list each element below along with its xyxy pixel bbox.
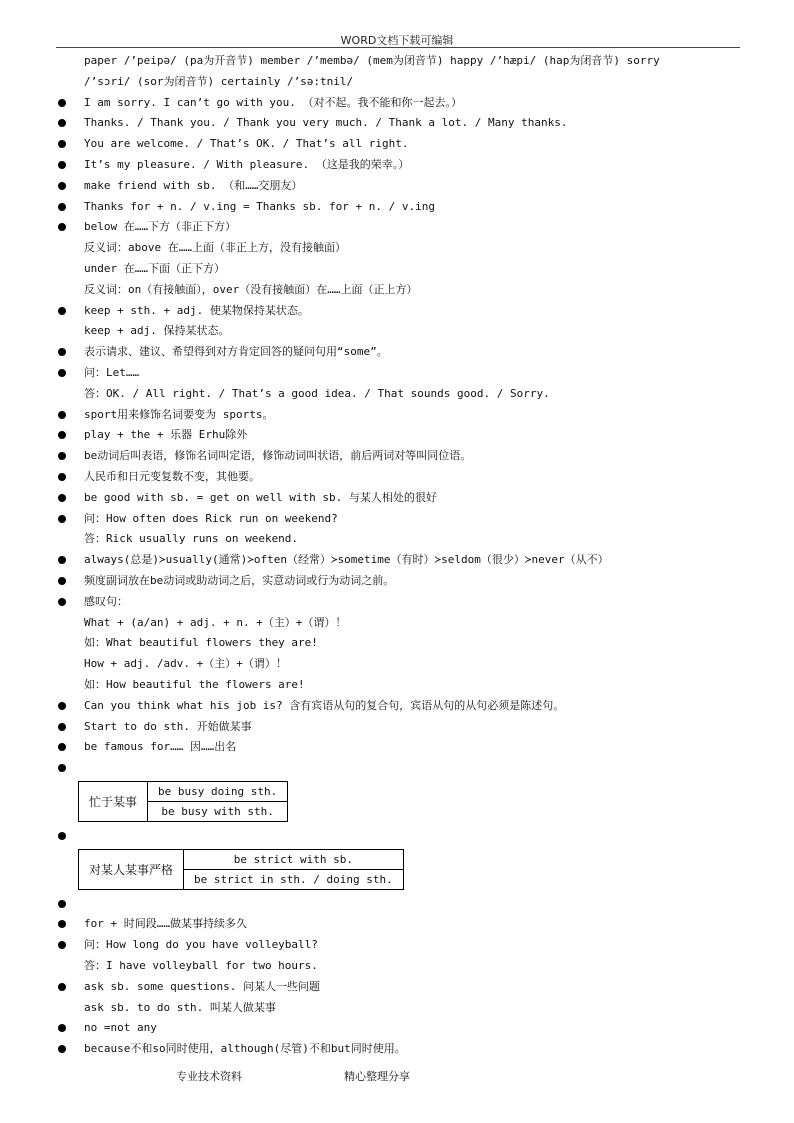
table-strict-label: 对某人某事严格 (79, 849, 184, 889)
bullet-item: for + 时间段……做某事持续多久 (56, 914, 756, 935)
table-strict-row1: be strict with sb. (184, 849, 404, 869)
bullet-item: Start to do sth. 开始做某事 (56, 717, 756, 738)
bullet-item: I am sorry. I can’t go with you. （对不起。我不能和你一起去。） (56, 93, 756, 114)
text-line: paper /’peipə/ (pa为开音节) member /’membə/ (mem为闭音节) happy /’hæpi/ (hap为闭音节) sorry (84, 54, 660, 67)
document-body (56, 51, 756, 1060)
bullet-item: It’s my pleasure. / With pleasure. （这是我的荣幸。） (56, 155, 756, 176)
footer-right-text: 精心整理分享 (344, 1070, 410, 1083)
table-busy-row1: be busy doing sth. (148, 781, 288, 801)
text-line: 如：What beautiful flowers they are! (84, 636, 318, 650)
bullet-marker (56, 826, 756, 847)
table-strict (78, 849, 404, 890)
bullet-item: You are welcome. / That’s OK. / That’s all right. (56, 134, 756, 155)
bullet-item: 问：How often does Rick run on weekend? (56, 509, 756, 530)
table-busy-row2: be busy with sth. (148, 801, 288, 821)
text-line: 答：Rick usually runs on weekend. (84, 532, 299, 546)
bullet-item: 频度副词放在be动词或助动词之后，实意动词或行为动词之前。 (56, 571, 756, 592)
page-header: WORD文档下载可编辑 (340, 34, 454, 47)
bullet-item: below 在……下方（非正下方） (56, 217, 756, 238)
text-line: 反义词：above 在……上面（非正上方，没有接触面） (84, 241, 346, 255)
bullet-item: 问：How long do you have volleyball? (56, 935, 756, 956)
text-line: keep + adj. 保持某状态。 (84, 324, 230, 338)
bullet-item: Thanks for + n. / v.ing = Thanks sb. for + n. / v.ing (56, 197, 756, 218)
bullet-item: be famous for…… 因……出名 (56, 737, 756, 758)
text-line: What + (a/an) + adj. + n. +（主）+（谓）！ (84, 615, 347, 629)
bullet-item: ask sb. some questions. 问某人一些问题 (56, 977, 756, 998)
bullet-item: 表示请求、建议、希望得到对方肯定回答的疑问句用“some”。 (56, 342, 756, 363)
text-line: 答：OK. / All right. / That’s a good idea. / That sounds good. / Sorry. (84, 386, 550, 400)
bullet-item: 人民币和日元变复数不变，其他要。 (56, 467, 756, 488)
text-line: /’sɔri/ (sor为闭音节) certainly /’sə:tnil/ (84, 74, 354, 88)
table-busy (78, 781, 288, 822)
header-divider (56, 47, 740, 48)
bullet-item: Thanks. / Thank you. / Thank you very much. / Thank a lot. / Many thanks. (56, 113, 756, 134)
footer-left-text: 专业技术资料 (176, 1070, 242, 1083)
text-line: 如：How beautiful the flowers are! (84, 677, 305, 691)
bullet-item: 问：Let…… (56, 363, 756, 384)
text-line: 答：I have volleyball for two hours. (84, 959, 318, 973)
text-line: ask sb. to do sth. 叫某人做某事 (84, 1000, 276, 1014)
bullet-item: make friend with sb. （和……交朋友） (56, 176, 756, 197)
bullet-item: always(总是)≻usually(通常)≻often（经常）≻sometime（有时）≻seldom（很少）≻never（从不） (56, 550, 756, 571)
text-line: 反义词：on（有接触面），over（没有接触面）在……上面（正上方） (84, 282, 418, 296)
text-line: How + adj. /adv. +（主）+（谓）！ (84, 657, 287, 671)
table-strict-row2: be strict in sth. / doing sth. (184, 869, 404, 889)
bullet-item: play + the + 乐器 Erhu除外 (56, 425, 756, 446)
bullet-item: be good with sb. = get on well with sb. 与某人相处的很好 (56, 488, 756, 509)
text-line: under 在……下面（正下方） (84, 261, 225, 275)
bullet-item: because不和so同时使用，although(尽管)不和but同时使用。 (56, 1039, 756, 1060)
bullet-item: no =not any (56, 1018, 756, 1039)
bullet-marker (56, 758, 756, 779)
bullet-item: keep + sth. + adj. 使某物保持某状态。 (56, 301, 756, 322)
bullet-item: Can you think what his job is? 含有宾语从句的复合句，宾语从句的从句必须是陈述句。 (56, 696, 756, 717)
table-busy-wrapper (56, 781, 756, 822)
bullet-item: 感叹句： (56, 592, 756, 613)
bullet-item: sport用来修饰名词要变为 sports。 (56, 405, 756, 426)
table-busy-label: 忙于某事 (79, 781, 148, 821)
bullet-item: be动词后叫表语，修饰名词叫定语，修饰动词叫状语，前后两词对等叫同位语。 (56, 446, 756, 467)
table-strict-wrapper (56, 849, 756, 890)
bullet-marker (56, 894, 756, 915)
